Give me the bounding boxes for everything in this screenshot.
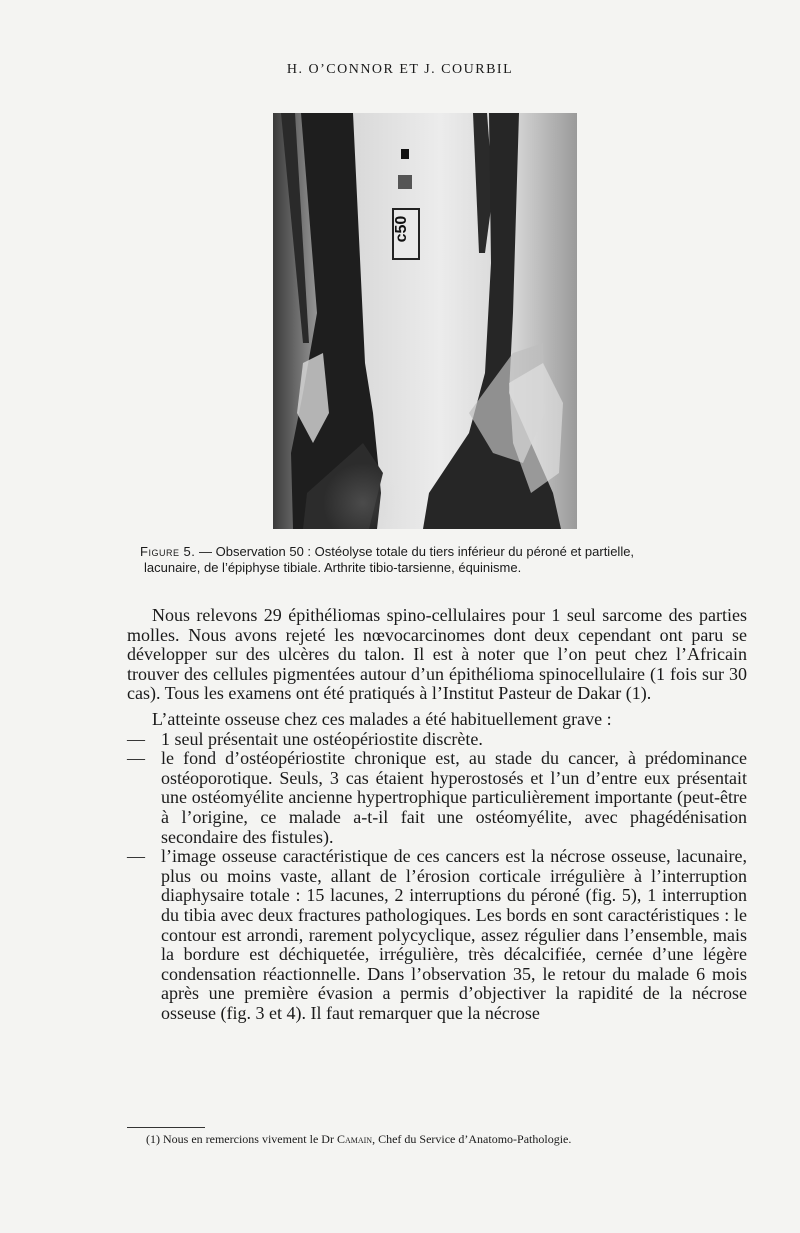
caption-label: Figure 5. <box>140 544 196 559</box>
caption-text-2: lacunaire, de l’épiphyse tibiale. Arthrite tibio-tarsienne, équinisme. <box>144 560 522 575</box>
body-text <box>127 606 747 1023</box>
list-item-text: l’image osseuse caractéristique de ces cancers est la nécrose osseuse, lacunaire, plus ou moins vaste, allant de l’érosion corticale irrégulière à l’interruption diaphysaire totale : 15 lacunes, 2 interruptions du péroné (fig. 5), 1 interruption du tibia avec deux fractures pathologiques. Les bords en sont caractéristiques : le contour est arrondi, rarement polycyclique, assez régulier dans l’ensemble, mais la bordure est déchiquetée, irrégulière, très décalcifiée, cernée d’une légère condensation réactionnelle. Dans l’observation 35, le retour du malade 6 mois après une première évasion a permis d’objectiver la rapidité de la nécrose osseuse (fig. 3 et 4). Il faut remarquer que la nécrose <box>161 846 747 1023</box>
list-dash: — <box>127 728 145 749</box>
footnote-prefix: (1) Nous en remercions vivement le Dr <box>146 1132 334 1146</box>
caption-text-1: — Observation 50 : Ostéolyse totale du tiers inférieur du péroné et partielle, <box>199 544 635 559</box>
film-marker-text: c50 <box>393 215 410 243</box>
radiograph-figure <box>273 113 577 529</box>
footnote-rule <box>127 1127 205 1128</box>
footnote <box>146 1132 746 1147</box>
figure-caption <box>140 544 752 576</box>
paragraph-1: Nous relevons 29 épithéliomas spino-cellulaires pour 1 seul sarcome des parties molles. Nous avons rejeté les nœvocarcinomes dont deux cependant ont paru se développer sur des ulcères du talon. Il est à noter que l’on peut chez l’Africain trouver des cellules pigmentées autour d’un épithélioma spinocellulaire (1 fois sur 30 cas). Tous les examens ont été pratiqués à l’Institut Pasteur de Dakar (1). <box>127 605 747 704</box>
footnote-name: Camain <box>336 1132 373 1146</box>
list-dash: — <box>127 846 145 867</box>
list-item <box>127 730 747 750</box>
footnote-suffix: , Chef du Service d’Anatomo-Pathologie. <box>372 1132 572 1146</box>
running-title: H. O’CONNOR ET J. COURBIL <box>286 62 514 77</box>
list-dash: — <box>127 748 145 769</box>
list-item <box>127 847 747 1023</box>
caption-line-1 <box>140 544 752 560</box>
list-item <box>127 749 747 847</box>
list-item-text: le fond d’ostéopériostite chronique est, au stade du cancer, à prédominance ostéoporotique. Seuls, 3 cas étaient hyperostosés et l’un d’entre eux présentait une ostéomyélite ancienne hypertrophique particulièrement importante (peut-être à l’origine, ce malade a-t-il fait une ostéomyélite, avec phagédénisation secondaire des fistules). <box>161 748 747 847</box>
paragraph-2: L’atteinte osseuse chez ces malades a été habituellement grave : <box>152 708 612 729</box>
list-item-text: 1 seul présentait une ostéopériostite discrète. <box>161 728 483 749</box>
